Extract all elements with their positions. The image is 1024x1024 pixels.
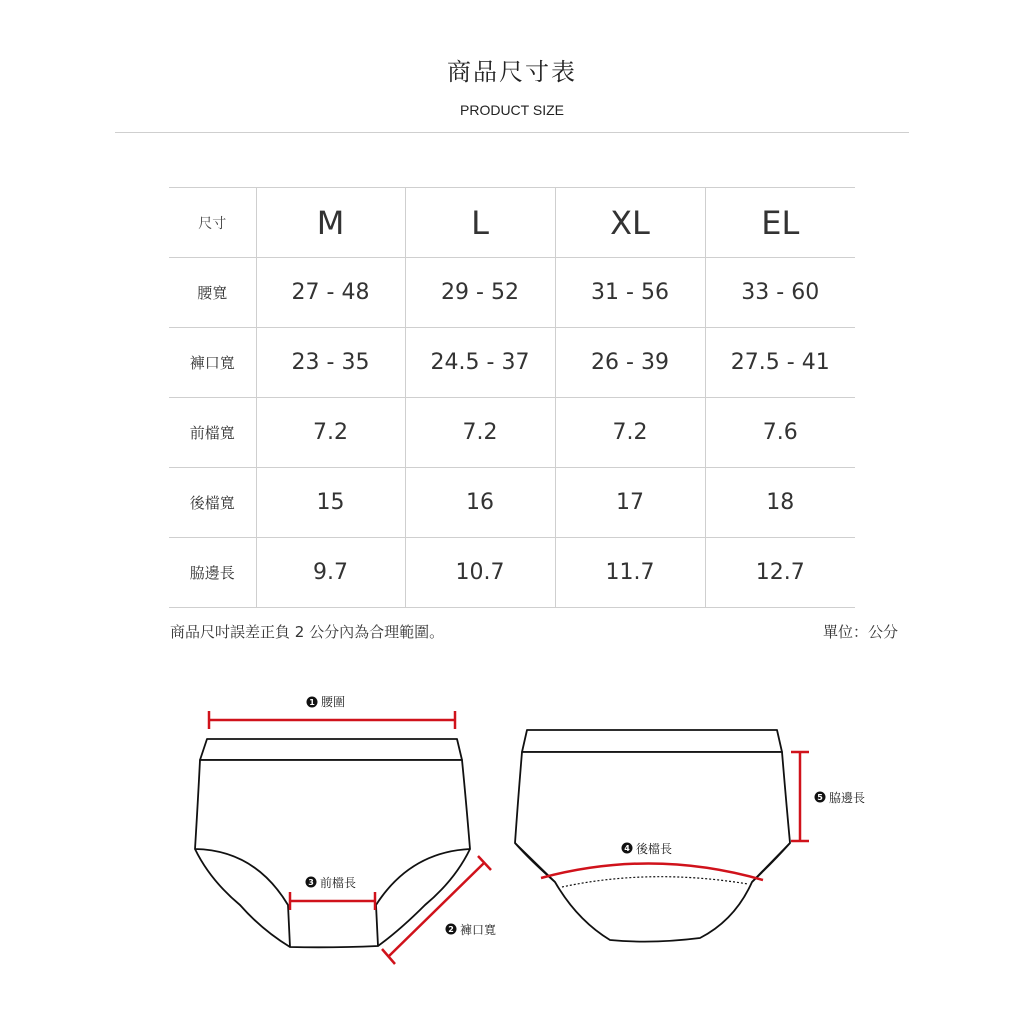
table-row: [169, 258, 855, 328]
table-cell: 27 - 48: [256, 258, 405, 328]
table-cell: 23 - 35: [256, 328, 405, 398]
table-cell: 18: [705, 468, 855, 538]
leg-opening-num: 2: [448, 925, 454, 934]
side-length-num: 5: [817, 793, 823, 802]
row-label: 前檔寬: [169, 398, 256, 468]
tolerance-note: 商品尺吋誤差正負 2 公分內為合理範圍。: [170, 623, 445, 641]
size-header-m: M: [256, 188, 405, 258]
table-cell: 24.5 - 37: [405, 328, 555, 398]
front-crotch-num: 3: [308, 878, 314, 887]
size-header-el: EL: [705, 188, 855, 258]
row-label: 脇邊長: [169, 538, 256, 608]
table-cell: 27.5 - 41: [705, 328, 855, 398]
table-cell: 7.6: [705, 398, 855, 468]
table-header-row: [169, 188, 855, 258]
table-cell: 9.7: [256, 538, 405, 608]
table-cell: 11.7: [555, 538, 705, 608]
row-label: 褲口寬: [169, 328, 256, 398]
leg-opening-text: 褲口寬: [460, 923, 497, 937]
size-header-xl: XL: [555, 188, 705, 258]
table-row: [169, 538, 855, 608]
table-row: [169, 468, 855, 538]
table-cell: 7.2: [555, 398, 705, 468]
table-cell: 29 - 52: [405, 258, 555, 328]
table-cell: 31 - 56: [555, 258, 705, 328]
size-header-l: L: [405, 188, 555, 258]
table-cell: 7.2: [405, 398, 555, 468]
table-row: [169, 328, 855, 398]
table-cell: 7.2: [256, 398, 405, 468]
table-cell: 33 - 60: [705, 258, 855, 328]
page-title: 商品尺寸表: [447, 58, 577, 86]
side-length-label: [815, 790, 866, 805]
table-cell: 16: [405, 468, 555, 538]
back-crotch-text: 後檔長: [636, 842, 673, 856]
measurement-diagram: [0, 660, 1024, 1024]
waist-text: 腰圍: [321, 695, 346, 709]
table-cell: 17: [555, 468, 705, 538]
side-length-measure-line: [791, 752, 809, 841]
page-subtitle: PRODUCT SIZE: [460, 102, 564, 118]
table-cell: 26 - 39: [555, 328, 705, 398]
table-cell: 12.7: [705, 538, 855, 608]
size-table: [169, 187, 855, 608]
row-label: 腰寬: [169, 258, 256, 328]
back-crotch-num: 4: [624, 844, 630, 853]
title-divider: [115, 132, 909, 133]
waist-label: [307, 695, 346, 709]
table-cell: 10.7: [405, 538, 555, 608]
table-corner-label: 尺寸: [169, 188, 256, 258]
table-cell: 15: [256, 468, 405, 538]
waist-num: 1: [309, 698, 315, 707]
back-view-illustration: [515, 730, 790, 942]
unit-note: 單位：公分: [822, 623, 898, 641]
table-row: [169, 398, 855, 468]
front-crotch-text: 前檔長: [320, 876, 357, 890]
row-label: 後檔寬: [169, 468, 256, 538]
leg-opening-label: [446, 922, 497, 937]
side-length-text: 脇邊長: [829, 791, 866, 805]
waist-measure-line: [209, 711, 455, 729]
